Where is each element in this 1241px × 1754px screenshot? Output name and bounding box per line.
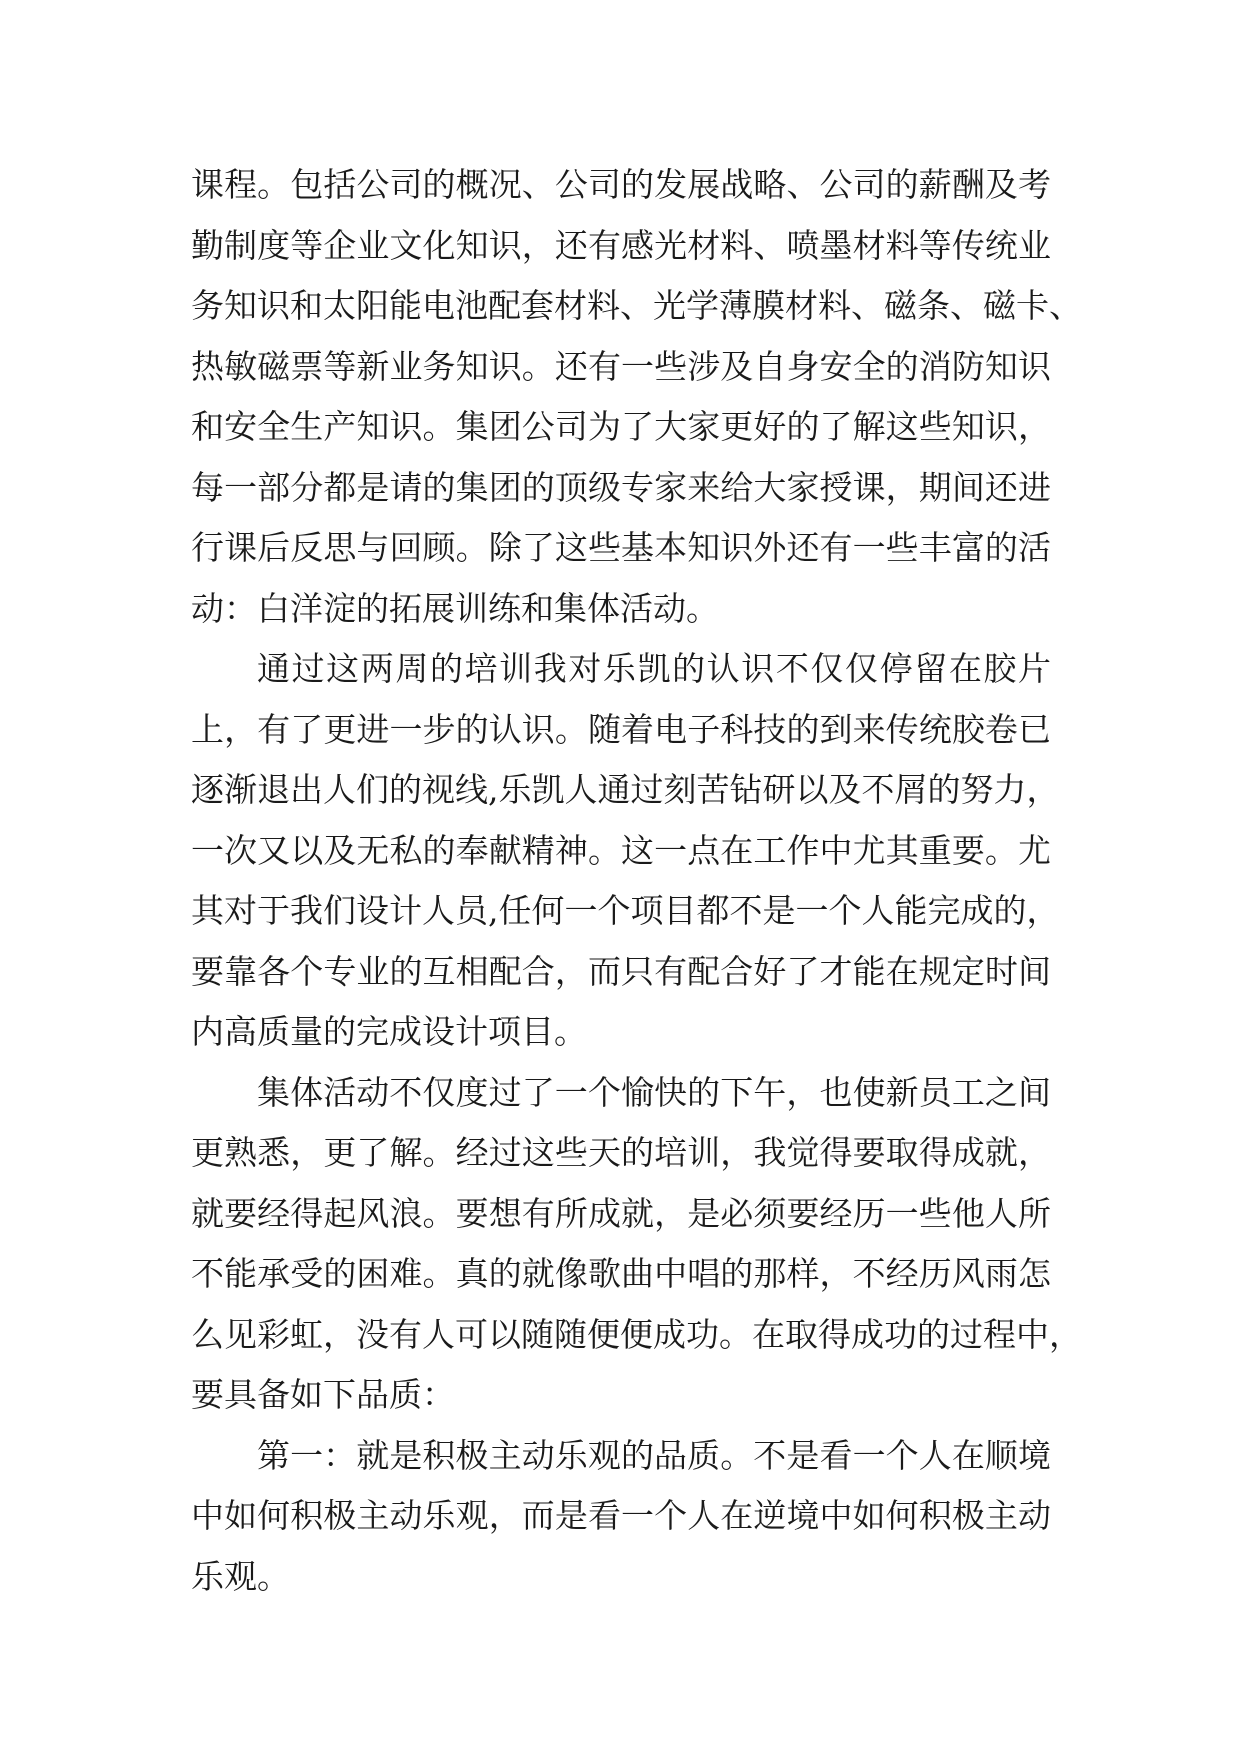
text-line: 和安全生产知识。集团公司为了大家更好的了解这些知识， bbox=[191, 407, 1051, 446]
text-line: 么见彩虹，没有人可以随随便便成功。在取得成功的过程中， bbox=[191, 1314, 1082, 1354]
text-line: 每一部分都是请的集团的顶级专家来给大家授课，期间还进 bbox=[191, 467, 1051, 507]
text-line: 勤制度等企业文化知识，还有感光材料、喷墨材料等传统业 bbox=[191, 225, 1051, 265]
text-line: 课程。包括公司的概况、公司的发展战略、公司的薪酬及考 bbox=[191, 165, 1051, 204]
text-line: 第一：就是积极主动乐观的品质。不是看一个人在顺境 bbox=[257, 1435, 1051, 1475]
paragraph-training-reflection bbox=[191, 639, 1060, 1063]
text-line: 一次又以及无私的奉献精神。这一点在工作中尤其重要。尤 bbox=[191, 830, 1051, 870]
text-line: 行课后反思与回顾。除了这些基本知识外还有一些丰富的活 bbox=[191, 528, 1051, 567]
text-line: 乐观。 bbox=[191, 1556, 290, 1596]
body-text bbox=[191, 155, 1082, 1607]
paragraph-quality-first bbox=[191, 1426, 1051, 1608]
text-line: 其对于我们设计人员,任何一个项目都不是一个人能完成的， bbox=[191, 891, 1060, 930]
text-line: 不能承受的困难。真的就像歌曲中唱的那样，不经历风雨怎 bbox=[191, 1254, 1051, 1293]
text-line: 中如何积极主动乐观，而是看一个人在逆境中如何积极主动 bbox=[191, 1496, 1051, 1535]
paragraph-course-content bbox=[191, 155, 1082, 639]
text-line: 内高质量的完成设计项目。 bbox=[191, 1012, 587, 1051]
text-line: 就要经得起风浪。要想有所成就，是必须要经历一些他人所 bbox=[191, 1193, 1051, 1233]
text-line: 更熟悉，更了解。经过这些天的培训，我觉得要取得成就， bbox=[191, 1133, 1051, 1172]
text-line: 集体活动不仅度过了一个愉快的下午，也使新员工之间 bbox=[257, 1072, 1051, 1112]
text-line: 通过这两周的培训我对乐凯的认识不仅仅停留在胶片 bbox=[257, 649, 1051, 688]
text-line: 动：白洋淀的拓展训练和集体活动。 bbox=[191, 588, 719, 628]
text-line: 要具备如下品质： bbox=[191, 1375, 455, 1414]
text-line: 逐渐退出人们的视线,乐凯人通过刻苦钻研以及不屑的努力， bbox=[191, 770, 1060, 809]
paragraph-group-activity bbox=[191, 1063, 1082, 1426]
text-line: 要靠各个专业的互相配合，而只有配合好了才能在规定时间 bbox=[191, 951, 1051, 991]
text-line: 务知识和太阳能电池配套材料、光学薄膜材料、磁条、磁卡、 bbox=[191, 286, 1082, 325]
text-line: 热敏磁票等新业务知识。还有一些涉及自身安全的消防知识 bbox=[191, 346, 1051, 386]
text-line: 上，有了更进一步的认识。随着电子科技的到来传统胶卷已 bbox=[191, 709, 1051, 749]
